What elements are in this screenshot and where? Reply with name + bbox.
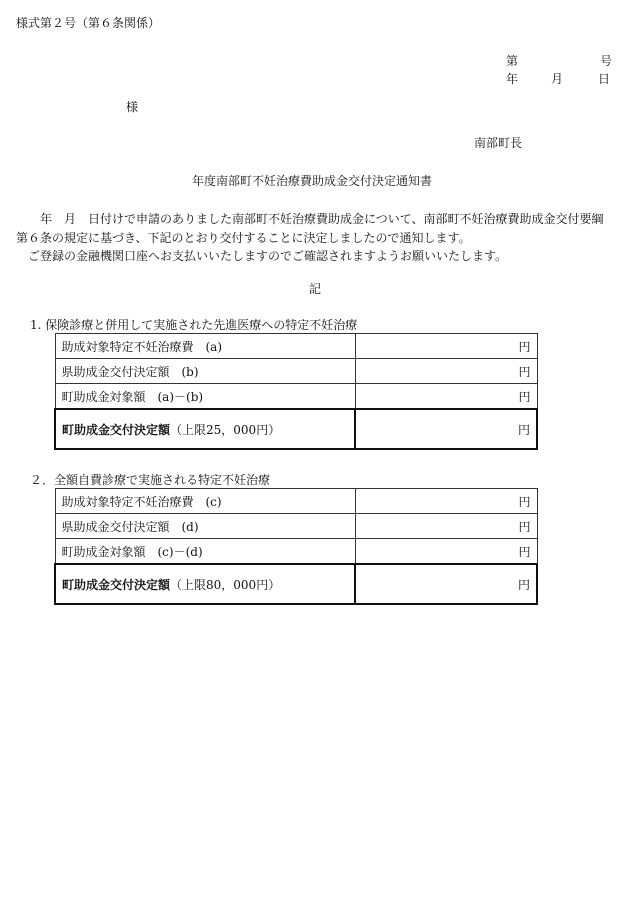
row-label: 助成対象特定不妊治療費 (c) [55,489,355,514]
row-label: 町助成金対象額 (c)－(d) [55,539,355,565]
body-paragraph [16,210,616,266]
date-month: 月 [551,72,564,86]
total-label [55,409,355,449]
section1-table [54,333,538,450]
body-line-1: 年 月 日付けで申請のありました南部町不妊治療費助成金について、南部町不妊治療費助成金交付要綱 [40,212,604,226]
body-line-2: 第６条の規定に基づき、下記のとおり交付することに決定しましたので通知します。 [16,230,471,245]
total-label-note: （上限25，000円） [170,422,281,437]
total-label-note: （上限80，000円） [170,577,281,592]
section2-table [54,488,538,605]
table-row [55,334,537,359]
doc-number-prefix: 第 [506,54,519,68]
row-amount: 円 [355,384,537,410]
row-amount: 円 [355,359,537,384]
ki-note-mark: 記 [309,282,322,296]
total-label-main: 町助成金交付決定額 [62,577,171,592]
date-year: 年 [506,72,519,86]
doc-number-suffix: 号 [600,54,613,68]
row-label: 助成対象特定不妊治療費 (a) [55,334,355,359]
date-day: 日 [598,72,611,86]
table-row [55,489,537,514]
total-amount: 円 [355,564,537,604]
section2-heading: ２．全額自費診療で実施される特定不妊治療 [30,473,271,487]
total-row [55,564,537,604]
row-label: 町助成金対象額 (a)－(b) [55,384,355,410]
recipient-suffix: 様 [126,100,139,114]
table-row [55,539,537,565]
total-label [55,564,355,604]
form-header: 様式第２号（第６条関係） [16,16,161,30]
table-row [55,514,537,539]
row-label: 県助成金交付決定額 (d) [55,514,355,539]
issuer-name: 南部町長 [474,136,523,150]
section1-heading: 1. 保険診療と併用して実施された先進医療への特定不妊治療 [30,318,358,332]
row-label: 県助成金交付決定額 (b) [55,359,355,384]
row-amount: 円 [355,514,537,539]
body-line-3: ご登録の金融機関口座へお支払いいたしますのでご確認されますようお願いいたします。 [28,249,508,263]
total-amount: 円 [355,409,537,449]
total-row [55,409,537,449]
document-title: 年度南部町不妊治療費助成金交付決定通知書 [192,174,433,188]
total-label-main: 町助成金交付決定額 [62,422,171,437]
table-row [55,359,537,384]
table-row [55,384,537,410]
row-amount: 円 [355,489,537,514]
row-amount: 円 [355,334,537,359]
row-amount: 円 [355,539,537,565]
